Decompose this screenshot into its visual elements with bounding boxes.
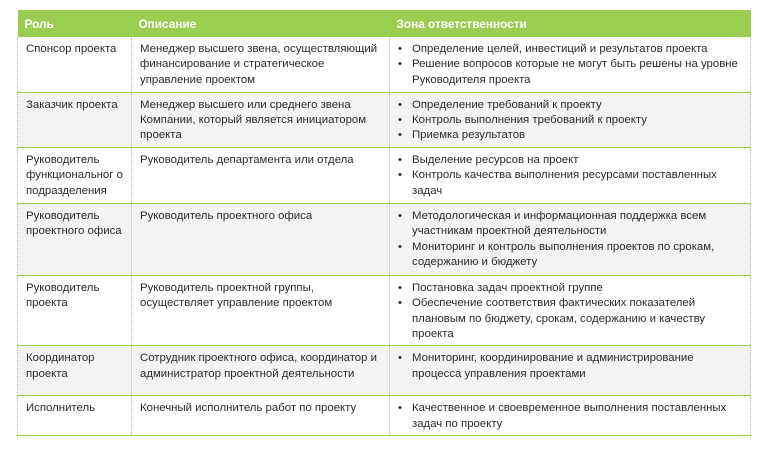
description-cell: Менеджер высшего или среднего звена Компании, который является инициатором проекта: [132, 92, 390, 147]
role-cell: Руководитель проекта: [18, 275, 132, 346]
table-row: [18, 203, 751, 275]
table-row: [18, 37, 751, 92]
role-cell: Спонсор проекта: [18, 37, 132, 92]
responsibility-cell: [390, 346, 751, 396]
header-description: Описание: [132, 10, 390, 37]
table-row: [18, 346, 751, 396]
responsibility-item: • Мониторинг, координирование и администрирование процесса управления проектами: [398, 351, 742, 382]
responsibility-item: • Решение вопросов которые не могут быть решены на уровне Руководителя проекта: [398, 57, 742, 88]
header-role: Роль: [18, 10, 132, 37]
description-cell: Конечный исполнитель работ по проекту: [132, 396, 390, 436]
responsibility-item: • Обеспечение соответствия фактических показателей плановым по бюджету, срокам, содержанию и качеству проекта: [398, 296, 742, 342]
responsibility-item: • Качественное и своевременное выполнения поставленных задач по проекту: [398, 401, 742, 432]
responsibility-item: • Определение целей, инвестиций и результатов проекта: [398, 42, 742, 57]
responsibility-item: • Выделение ресурсов на проект: [398, 153, 742, 168]
responsibility-item: • Определение требований к проекту: [398, 98, 742, 113]
role-cell: Координатор проекта: [18, 346, 132, 396]
table-row: [18, 147, 751, 203]
responsibility-cell: [390, 396, 751, 436]
responsibility-cell: [390, 275, 751, 346]
responsibility-item: • Постановка задач проектной группе: [398, 281, 742, 296]
responsibility-cell: [390, 92, 751, 147]
responsibility-item: • Методологическая и информационная поддержка всем участникам проектной деятельности: [398, 209, 742, 240]
role-cell: Руководитель функциональног о подразделения: [18, 147, 132, 203]
responsibility-item: • Контроль качества выполнения ресурсами поставленных задач: [398, 168, 742, 199]
responsibility-cell: [390, 203, 751, 275]
table-header-row: [18, 10, 751, 37]
role-cell: Заказчик проекта: [18, 92, 132, 147]
responsibility-cell: [390, 147, 751, 203]
table-row: [18, 275, 751, 346]
responsibility-item: • Контроль выполнения требований к проекту: [398, 113, 742, 128]
role-cell: Исполнитель: [18, 396, 132, 436]
table-row: [18, 396, 751, 436]
description-cell: Сотрудник проектного офиса, координатор и администратор проектной деятельности: [132, 346, 390, 396]
role-cell: Руководитель проектного офиса: [18, 203, 132, 275]
table-row: [18, 92, 751, 147]
description-cell: Руководитель департамента или отдела: [132, 147, 390, 203]
header-responsibility: Зона ответственности: [390, 10, 751, 37]
description-cell: Менеджер высшего звена, осуществляющий финансирование и стратегическое управление проектом: [132, 37, 390, 92]
responsibility-item: • Мониторинг и контроль выполнения проектов по срокам, содержанию и бюджету: [398, 240, 742, 271]
responsibility-cell: [390, 37, 751, 92]
description-cell: Руководитель проектной группы, осуществляет управление проектом: [132, 275, 390, 346]
roles-table: [17, 10, 751, 436]
roles-table-container: [17, 10, 750, 436]
description-cell: Руководитель проектного офиса: [132, 203, 390, 275]
responsibility-item: • Приемка результатов: [398, 128, 742, 143]
